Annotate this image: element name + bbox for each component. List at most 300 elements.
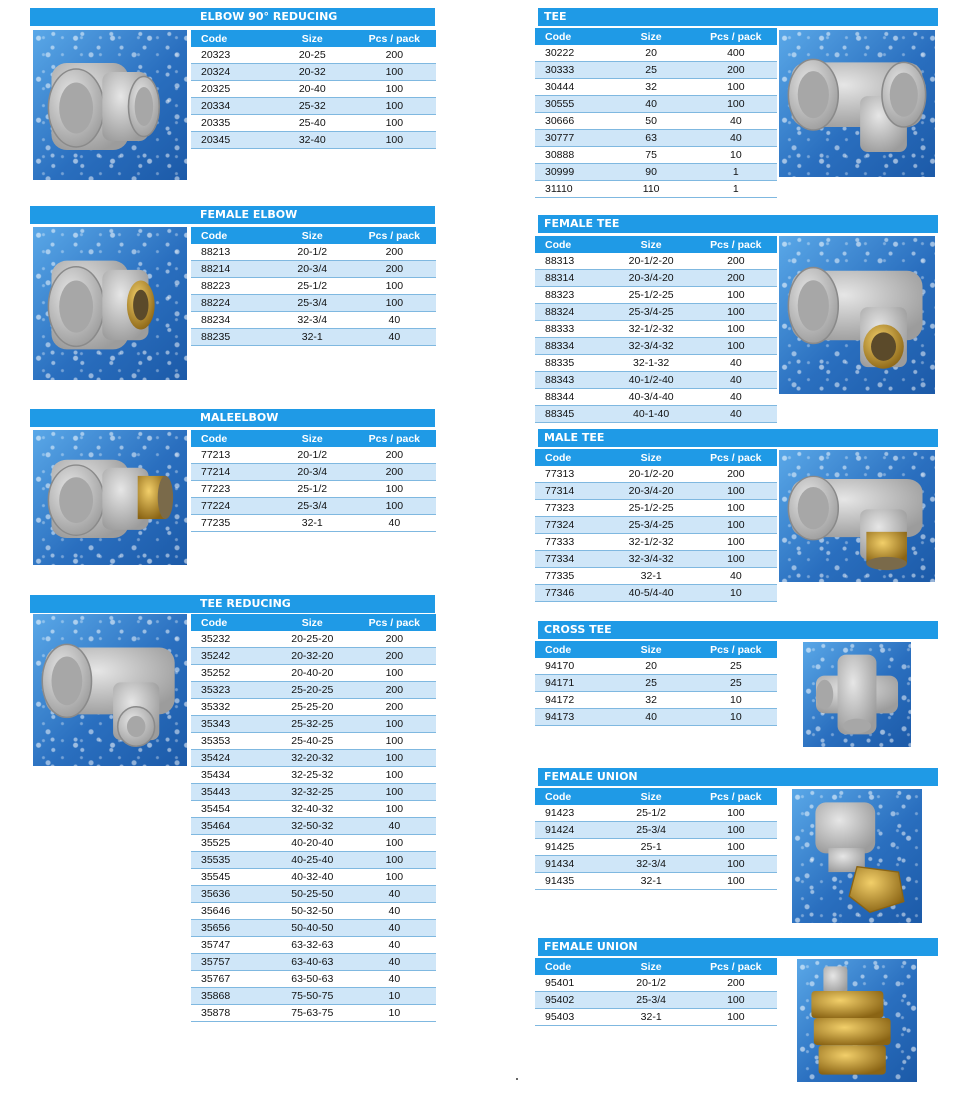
pack-cell: 100 bbox=[353, 750, 436, 767]
size-cell: 32 bbox=[608, 692, 695, 709]
code-cell: 30666 bbox=[535, 113, 608, 130]
table-row bbox=[191, 481, 436, 498]
table-row bbox=[535, 585, 777, 602]
table-row bbox=[191, 261, 436, 278]
code-cell: 31110 bbox=[535, 181, 608, 198]
size-cell: 25-3/4 bbox=[608, 822, 695, 839]
pack-cell: 100 bbox=[353, 132, 436, 149]
pack-cell: 10 bbox=[695, 585, 777, 602]
code-cell: 35535 bbox=[191, 852, 272, 869]
size-cell: 32-32-25 bbox=[272, 784, 353, 801]
pack-cell: 100 bbox=[353, 716, 436, 733]
pack-cell: 1 bbox=[695, 164, 777, 181]
table-row bbox=[191, 115, 436, 132]
table-row bbox=[191, 81, 436, 98]
table-header-row bbox=[191, 30, 436, 47]
code-cell: 35424 bbox=[191, 750, 272, 767]
table-row bbox=[191, 784, 436, 801]
table-row bbox=[191, 733, 436, 750]
pack-cell: 100 bbox=[695, 287, 777, 304]
product-table bbox=[535, 236, 777, 423]
pack-cell: 100 bbox=[353, 98, 436, 115]
table-row bbox=[535, 287, 777, 304]
column-header-pack: Pcs / pack bbox=[353, 430, 436, 447]
pack-cell: 40 bbox=[695, 355, 777, 372]
table-row bbox=[535, 253, 777, 270]
size-cell: 63 bbox=[608, 130, 695, 147]
table-header-row bbox=[191, 614, 436, 631]
table-header-row bbox=[191, 227, 436, 244]
product-table bbox=[191, 430, 436, 532]
code-cell: 95403 bbox=[535, 1009, 608, 1026]
column-header-code: Code bbox=[191, 30, 272, 47]
code-cell: 35242 bbox=[191, 648, 272, 665]
table-row bbox=[191, 648, 436, 665]
column-header-size: Size bbox=[272, 614, 353, 631]
size-cell: 20-40 bbox=[272, 81, 353, 98]
pack-cell: 200 bbox=[353, 648, 436, 665]
table-row bbox=[535, 483, 777, 500]
table-row bbox=[535, 372, 777, 389]
cross-tee-photo bbox=[803, 642, 911, 747]
code-cell: 88344 bbox=[535, 389, 608, 406]
pack-cell: 40 bbox=[695, 406, 777, 423]
table-row bbox=[535, 270, 777, 287]
pack-cell: 40 bbox=[353, 903, 436, 920]
pack-cell: 25 bbox=[695, 658, 777, 675]
table-row bbox=[191, 464, 436, 481]
code-cell: 20345 bbox=[191, 132, 272, 149]
pack-cell: 100 bbox=[695, 517, 777, 534]
code-cell: 88313 bbox=[535, 253, 608, 270]
product-table bbox=[535, 641, 777, 726]
table-row bbox=[535, 355, 777, 372]
pack-cell: 100 bbox=[695, 1009, 777, 1026]
size-cell: 32-1/2-32 bbox=[608, 321, 695, 338]
column-header-size: Size bbox=[608, 449, 695, 466]
table-row bbox=[535, 466, 777, 483]
pack-cell: 100 bbox=[695, 534, 777, 551]
pack-cell: 200 bbox=[695, 253, 777, 270]
size-cell: 32-3/4-32 bbox=[608, 551, 695, 568]
code-cell: 91425 bbox=[535, 839, 608, 856]
size-cell: 75 bbox=[608, 147, 695, 164]
code-cell: 35646 bbox=[191, 903, 272, 920]
code-cell: 88224 bbox=[191, 295, 272, 312]
size-cell: 25-1/2 bbox=[608, 805, 695, 822]
pack-cell: 200 bbox=[353, 631, 436, 648]
code-cell: 35332 bbox=[191, 699, 272, 716]
product-table bbox=[535, 958, 777, 1026]
table-row bbox=[535, 992, 777, 1009]
table-row bbox=[535, 321, 777, 338]
code-cell: 94173 bbox=[535, 709, 608, 726]
column-header-pack: Pcs / pack bbox=[353, 227, 436, 244]
column-header-pack: Pcs / pack bbox=[695, 958, 777, 975]
table-row bbox=[535, 805, 777, 822]
pack-cell: 100 bbox=[695, 304, 777, 321]
column-header-pack: Pcs / pack bbox=[695, 236, 777, 253]
pack-cell: 100 bbox=[353, 81, 436, 98]
size-cell: 32-20-32 bbox=[272, 750, 353, 767]
table-row bbox=[535, 534, 777, 551]
code-cell: 77346 bbox=[535, 585, 608, 602]
product-table bbox=[535, 449, 777, 602]
column-header-size: Size bbox=[272, 30, 353, 47]
pack-cell: 100 bbox=[353, 278, 436, 295]
column-header-size: Size bbox=[608, 958, 695, 975]
size-cell: 32-1 bbox=[608, 1009, 695, 1026]
code-cell: 30888 bbox=[535, 147, 608, 164]
pack-cell: 200 bbox=[695, 62, 777, 79]
section-title: MALE TEE bbox=[538, 429, 938, 447]
size-cell: 25-1/2-25 bbox=[608, 500, 695, 517]
pack-cell: 100 bbox=[695, 338, 777, 355]
pack-cell: 40 bbox=[695, 389, 777, 406]
column-header-pack: Pcs / pack bbox=[353, 614, 436, 631]
column-header-pack: Pcs / pack bbox=[695, 641, 777, 658]
table-row bbox=[191, 98, 436, 115]
table-row bbox=[535, 500, 777, 517]
code-cell: 91424 bbox=[535, 822, 608, 839]
pack-cell: 200 bbox=[353, 47, 436, 64]
size-cell: 20-1/2-20 bbox=[608, 466, 695, 483]
column-header-code: Code bbox=[535, 236, 608, 253]
table-row bbox=[191, 47, 436, 64]
table-row bbox=[535, 822, 777, 839]
table-row bbox=[191, 244, 436, 261]
size-cell: 20 bbox=[608, 658, 695, 675]
table-row bbox=[535, 62, 777, 79]
size-cell: 40-32-40 bbox=[272, 869, 353, 886]
size-cell: 20-1/2-20 bbox=[608, 253, 695, 270]
pack-cell: 10 bbox=[353, 988, 436, 1005]
column-header-code: Code bbox=[535, 958, 608, 975]
code-cell: 94172 bbox=[535, 692, 608, 709]
code-cell: 88324 bbox=[535, 304, 608, 321]
code-cell: 35443 bbox=[191, 784, 272, 801]
table-row bbox=[191, 498, 436, 515]
size-cell: 32-40 bbox=[272, 132, 353, 149]
column-header-code: Code bbox=[191, 614, 272, 631]
code-cell: 35747 bbox=[191, 937, 272, 954]
column-header-size: Size bbox=[608, 236, 695, 253]
code-cell: 88343 bbox=[535, 372, 608, 389]
code-cell: 35525 bbox=[191, 835, 272, 852]
pack-cell: 40 bbox=[353, 818, 436, 835]
code-cell: 91423 bbox=[535, 805, 608, 822]
table-row bbox=[191, 920, 436, 937]
column-header-code: Code bbox=[535, 28, 608, 45]
size-cell: 25-1 bbox=[608, 839, 695, 856]
pack-cell: 40 bbox=[695, 372, 777, 389]
product-table bbox=[535, 28, 777, 198]
pack-cell: 40 bbox=[353, 329, 436, 346]
code-cell: 77223 bbox=[191, 481, 272, 498]
product-table bbox=[191, 227, 436, 346]
pack-cell: 25 bbox=[695, 675, 777, 692]
size-cell: 40-20-40 bbox=[272, 835, 353, 852]
size-cell: 25-3/4 bbox=[272, 295, 353, 312]
size-cell: 32-1-32 bbox=[608, 355, 695, 372]
code-cell: 30777 bbox=[535, 130, 608, 147]
size-cell: 40-5/4-40 bbox=[608, 585, 695, 602]
table-row bbox=[191, 716, 436, 733]
pack-cell: 100 bbox=[695, 551, 777, 568]
table-row bbox=[191, 971, 436, 988]
table-row bbox=[535, 517, 777, 534]
code-cell: 35878 bbox=[191, 1005, 272, 1022]
table-row bbox=[191, 954, 436, 971]
code-cell: 88345 bbox=[535, 406, 608, 423]
code-cell: 35656 bbox=[191, 920, 272, 937]
table-row bbox=[191, 631, 436, 648]
section-title: ELBOW 90° REDUCING bbox=[30, 8, 435, 26]
table-row bbox=[191, 988, 436, 1005]
column-header-pack: Pcs / pack bbox=[695, 28, 777, 45]
code-cell: 94171 bbox=[535, 675, 608, 692]
code-cell: 77313 bbox=[535, 466, 608, 483]
code-cell: 35757 bbox=[191, 954, 272, 971]
pack-cell: 100 bbox=[353, 869, 436, 886]
pack-cell: 200 bbox=[353, 699, 436, 716]
pack-cell: 100 bbox=[695, 500, 777, 517]
table-row bbox=[191, 515, 436, 532]
table-row bbox=[191, 682, 436, 699]
table-row bbox=[535, 675, 777, 692]
pack-cell: 1 bbox=[695, 181, 777, 198]
size-cell: 32-1 bbox=[608, 873, 695, 890]
column-header-size: Size bbox=[272, 430, 353, 447]
size-cell: 50-40-50 bbox=[272, 920, 353, 937]
table-row bbox=[191, 903, 436, 920]
female-union-brass-photo bbox=[797, 959, 917, 1082]
size-cell: 32-3/4 bbox=[608, 856, 695, 873]
size-cell: 25-1/2 bbox=[272, 278, 353, 295]
code-cell: 77324 bbox=[535, 517, 608, 534]
table-row bbox=[191, 699, 436, 716]
table-header-row bbox=[191, 430, 436, 447]
table-row bbox=[191, 937, 436, 954]
pack-cell: 200 bbox=[695, 975, 777, 992]
size-cell: 25-32 bbox=[272, 98, 353, 115]
pack-cell: 40 bbox=[353, 515, 436, 532]
size-cell: 50-25-50 bbox=[272, 886, 353, 903]
size-cell: 20-3/4 bbox=[272, 464, 353, 481]
code-cell: 35868 bbox=[191, 988, 272, 1005]
column-header-pack: Pcs / pack bbox=[695, 449, 777, 466]
size-cell: 20-1/2 bbox=[272, 447, 353, 464]
pack-cell: 40 bbox=[695, 568, 777, 585]
table-row bbox=[535, 181, 777, 198]
pack-cell: 100 bbox=[695, 873, 777, 890]
pack-cell: 100 bbox=[353, 115, 436, 132]
code-cell: 88335 bbox=[535, 355, 608, 372]
female-elbow-photo bbox=[33, 227, 187, 380]
column-header-size: Size bbox=[608, 641, 695, 658]
column-header-pack: Pcs / pack bbox=[695, 788, 777, 805]
code-cell: 95402 bbox=[535, 992, 608, 1009]
size-cell: 75-63-75 bbox=[272, 1005, 353, 1022]
table-row bbox=[535, 406, 777, 423]
pack-cell: 100 bbox=[695, 483, 777, 500]
code-cell: 77333 bbox=[535, 534, 608, 551]
code-cell: 20334 bbox=[191, 98, 272, 115]
male-tee-photo bbox=[779, 450, 935, 582]
section-title: FEMALE TEE bbox=[538, 215, 938, 233]
size-cell: 20-40-20 bbox=[272, 665, 353, 682]
pack-cell: 40 bbox=[353, 312, 436, 329]
section-title: FEMALE ELBOW bbox=[30, 206, 435, 224]
pack-cell: 40 bbox=[353, 920, 436, 937]
table-header-row bbox=[535, 236, 777, 253]
code-cell: 77213 bbox=[191, 447, 272, 464]
size-cell: 40-25-40 bbox=[272, 852, 353, 869]
table-header-row bbox=[535, 449, 777, 466]
product-table bbox=[191, 30, 436, 149]
female-tee-photo bbox=[779, 236, 935, 394]
pack-cell: 100 bbox=[695, 79, 777, 96]
size-cell: 25-40-25 bbox=[272, 733, 353, 750]
pack-cell: 100 bbox=[695, 839, 777, 856]
pack-cell: 200 bbox=[695, 270, 777, 287]
code-cell: 30333 bbox=[535, 62, 608, 79]
size-cell: 25-25-20 bbox=[272, 699, 353, 716]
table-row bbox=[535, 389, 777, 406]
size-cell: 20-32 bbox=[272, 64, 353, 81]
size-cell: 63-32-63 bbox=[272, 937, 353, 954]
column-header-code: Code bbox=[535, 641, 608, 658]
code-cell: 35545 bbox=[191, 869, 272, 886]
code-cell: 95401 bbox=[535, 975, 608, 992]
size-cell: 63-40-63 bbox=[272, 954, 353, 971]
code-cell: 30555 bbox=[535, 96, 608, 113]
pack-cell: 100 bbox=[353, 733, 436, 750]
size-cell: 25-3/4 bbox=[608, 992, 695, 1009]
pack-cell: 100 bbox=[695, 992, 777, 1009]
table-row bbox=[191, 329, 436, 346]
size-cell: 32-3/4 bbox=[272, 312, 353, 329]
size-cell: 25-3/4 bbox=[272, 498, 353, 515]
size-cell: 90 bbox=[608, 164, 695, 181]
size-cell: 20 bbox=[608, 45, 695, 62]
code-cell: 88213 bbox=[191, 244, 272, 261]
code-cell: 77323 bbox=[535, 500, 608, 517]
code-cell: 30999 bbox=[535, 164, 608, 181]
pack-cell: 200 bbox=[353, 682, 436, 699]
table-row bbox=[191, 278, 436, 295]
code-cell: 20323 bbox=[191, 47, 272, 64]
table-row bbox=[191, 295, 436, 312]
table-header-row bbox=[535, 641, 777, 658]
size-cell: 32 bbox=[608, 79, 695, 96]
size-cell: 25-32-25 bbox=[272, 716, 353, 733]
pack-cell: 100 bbox=[695, 321, 777, 338]
code-cell: 35353 bbox=[191, 733, 272, 750]
section-title: TEE bbox=[538, 8, 938, 26]
size-cell: 20-3/4-20 bbox=[608, 483, 695, 500]
table-row bbox=[191, 767, 436, 784]
table-row bbox=[191, 312, 436, 329]
table-row bbox=[191, 886, 436, 903]
code-cell: 77334 bbox=[535, 551, 608, 568]
pack-cell: 10 bbox=[695, 709, 777, 726]
table-row bbox=[535, 658, 777, 675]
code-cell: 88323 bbox=[535, 287, 608, 304]
section-title: CROSS TEE bbox=[538, 621, 938, 639]
pack-cell: 100 bbox=[353, 665, 436, 682]
pack-cell: 400 bbox=[695, 45, 777, 62]
code-cell: 94170 bbox=[535, 658, 608, 675]
table-row bbox=[535, 113, 777, 130]
table-row bbox=[535, 975, 777, 992]
pack-cell: 100 bbox=[353, 835, 436, 852]
code-cell: 88214 bbox=[191, 261, 272, 278]
product-table bbox=[191, 614, 436, 1022]
code-cell: 35323 bbox=[191, 682, 272, 699]
size-cell: 25 bbox=[608, 62, 695, 79]
table-row bbox=[191, 869, 436, 886]
pack-cell: 200 bbox=[353, 447, 436, 464]
pack-cell: 40 bbox=[695, 113, 777, 130]
size-cell: 20-3/4-20 bbox=[608, 270, 695, 287]
table-header-row bbox=[535, 958, 777, 975]
column-header-size: Size bbox=[608, 788, 695, 805]
size-cell: 110 bbox=[608, 181, 695, 198]
table-row bbox=[535, 147, 777, 164]
pack-cell: 40 bbox=[353, 971, 436, 988]
size-cell: 25-1/2 bbox=[272, 481, 353, 498]
size-cell: 32-1 bbox=[608, 568, 695, 585]
code-cell: 20325 bbox=[191, 81, 272, 98]
size-cell: 75-50-75 bbox=[272, 988, 353, 1005]
size-cell: 40-1-40 bbox=[608, 406, 695, 423]
table-row bbox=[535, 551, 777, 568]
size-cell: 32-3/4-32 bbox=[608, 338, 695, 355]
table-row bbox=[191, 750, 436, 767]
table-row bbox=[191, 64, 436, 81]
size-cell: 20-3/4 bbox=[272, 261, 353, 278]
pack-cell: 10 bbox=[353, 1005, 436, 1022]
page-dot bbox=[516, 1078, 518, 1080]
code-cell: 20324 bbox=[191, 64, 272, 81]
pack-cell: 40 bbox=[695, 130, 777, 147]
pack-cell: 10 bbox=[695, 147, 777, 164]
code-cell: 88223 bbox=[191, 278, 272, 295]
size-cell: 32-1 bbox=[272, 515, 353, 532]
table-row bbox=[535, 692, 777, 709]
table-row bbox=[535, 839, 777, 856]
column-header-code: Code bbox=[535, 449, 608, 466]
pack-cell: 100 bbox=[695, 805, 777, 822]
code-cell: 91435 bbox=[535, 873, 608, 890]
size-cell: 40 bbox=[608, 96, 695, 113]
size-cell: 40 bbox=[608, 709, 695, 726]
pack-cell: 100 bbox=[353, 498, 436, 515]
table-row bbox=[191, 852, 436, 869]
table-row bbox=[535, 1009, 777, 1026]
pack-cell: 200 bbox=[353, 261, 436, 278]
code-cell: 77335 bbox=[535, 568, 608, 585]
size-cell: 32-1 bbox=[272, 329, 353, 346]
code-cell: 35252 bbox=[191, 665, 272, 682]
pack-cell: 100 bbox=[353, 481, 436, 498]
code-cell: 35636 bbox=[191, 886, 272, 903]
code-cell: 35767 bbox=[191, 971, 272, 988]
size-cell: 25-1/2-25 bbox=[608, 287, 695, 304]
pack-cell: 100 bbox=[695, 96, 777, 113]
size-cell: 40-1/2-40 bbox=[608, 372, 695, 389]
